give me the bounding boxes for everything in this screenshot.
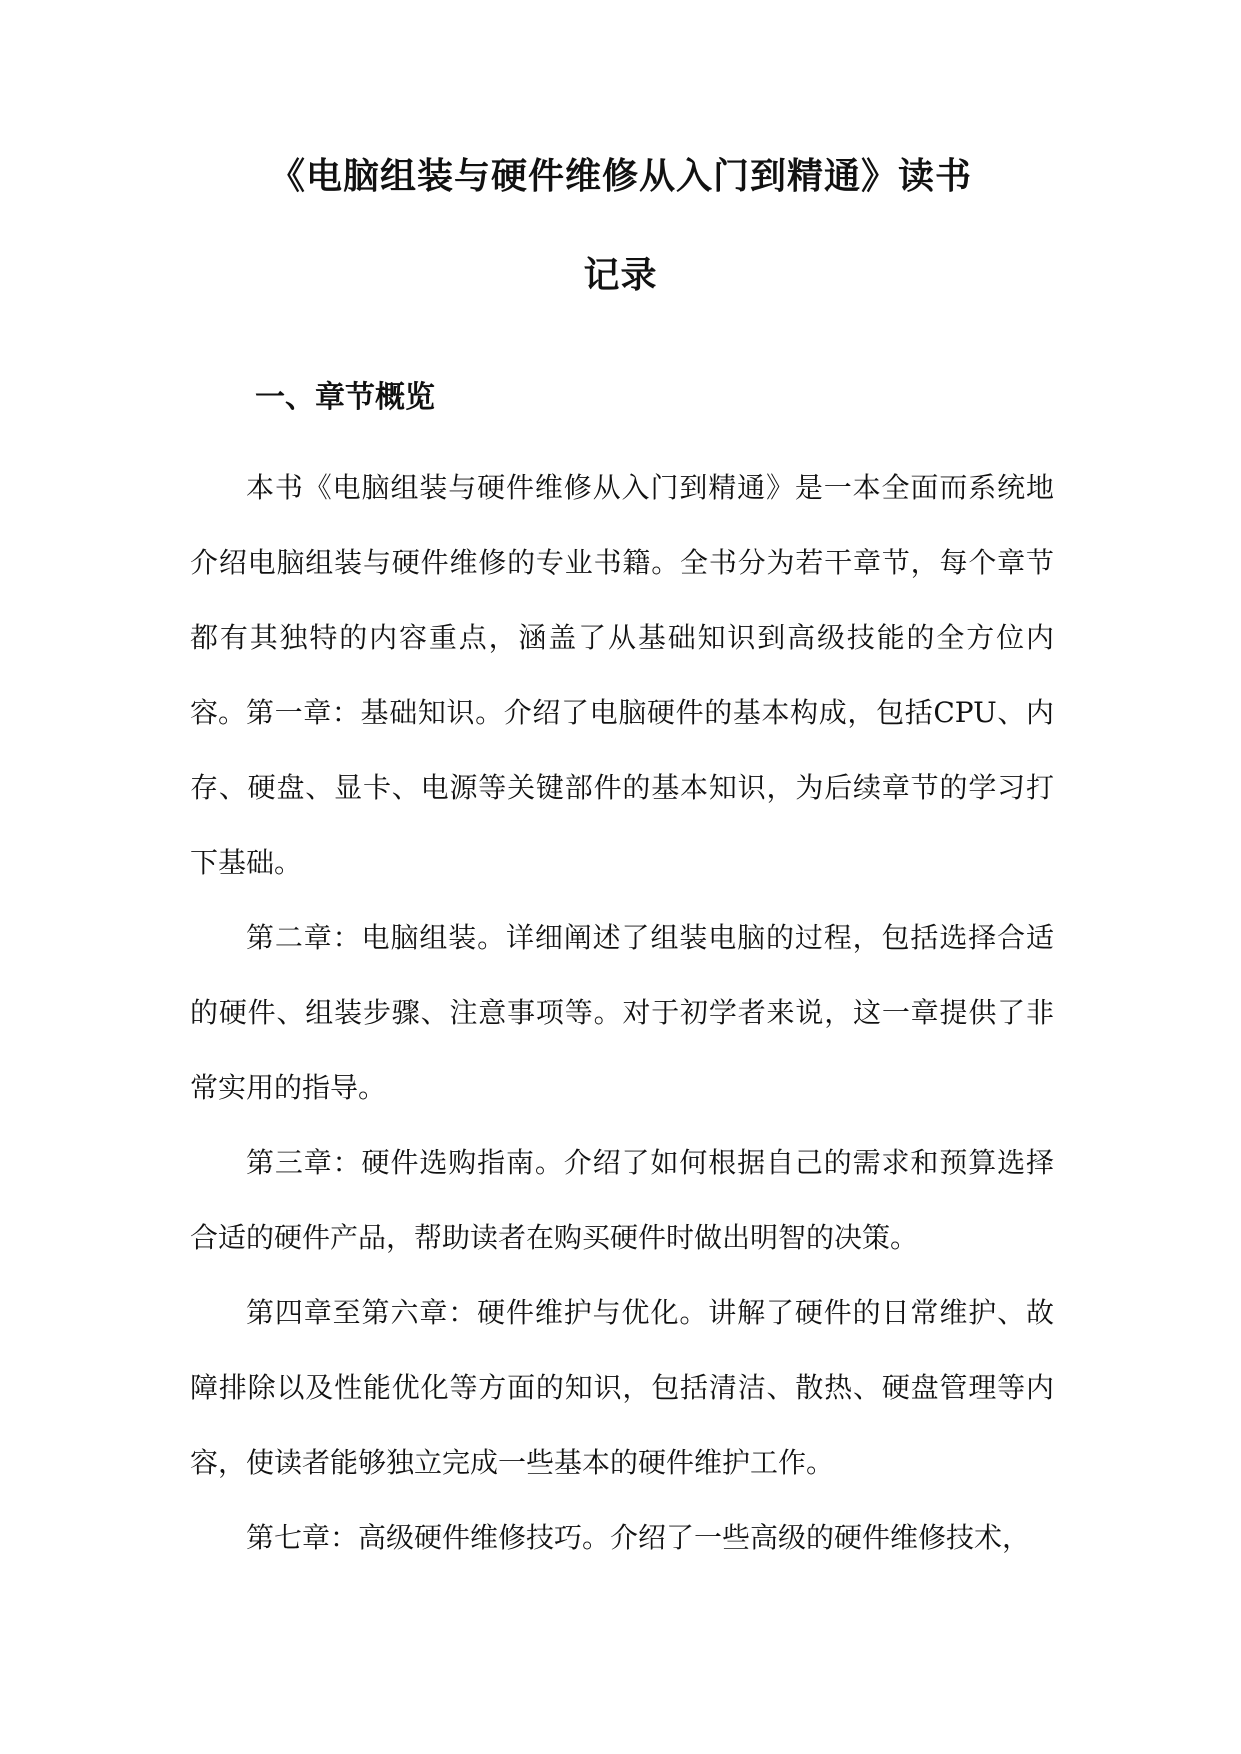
document-title-line-2: 记录	[583, 255, 658, 296]
paragraph-chapter-7: 第七章：高级硬件维修技巧。介绍了一些高级的硬件维修技术，	[246, 1521, 1031, 1554]
paragraph-chapter-2: 第二章：电脑组装。详细阐述了组装电脑的过程，包括选择合适的硬件、组装步骤、注意事项等。对于初学者来说，这一章提供了非常实用的指导。	[190, 921, 1054, 1104]
paragraph-chapter-1: 第一章：基础知识。介绍了电脑硬件的基本构成，包括CPU、内存、硬盘、显卡、电源等关键部件的基本知识，为后续章节的学习打下基础。	[190, 696, 1054, 879]
document-title-line-1: 《电脑组装与硬件维修从入门到精通》读书	[268, 156, 972, 197]
paragraph-intro: 本书《电脑组装与硬件维修从入门到精通》是一本全面而系统地介绍电脑组装与硬件维修的专业书籍。全书分为若干章节，每个章节都有其独特的内容重点，涵盖了从基础知识到高级技能的全方位内容。	[190, 471, 1054, 729]
section-heading: 一、章节概览	[255, 380, 435, 415]
paragraph-chapter-3: 第三章：硬件选购指南。介绍了如何根据自己的需求和预算选择合适的硬件产品，帮助读者在购买硬件时做出明智的决策。	[190, 1146, 1054, 1254]
paragraph-chapter-4-6: 第四章至第六章：硬件维护与优化。讲解了硬件的日常维护、故障排除以及性能优化等方面的知识，包括清洁、散热、硬盘管理等内容，使读者能够独立完成一些基本的硬件维护工作。	[190, 1296, 1054, 1479]
